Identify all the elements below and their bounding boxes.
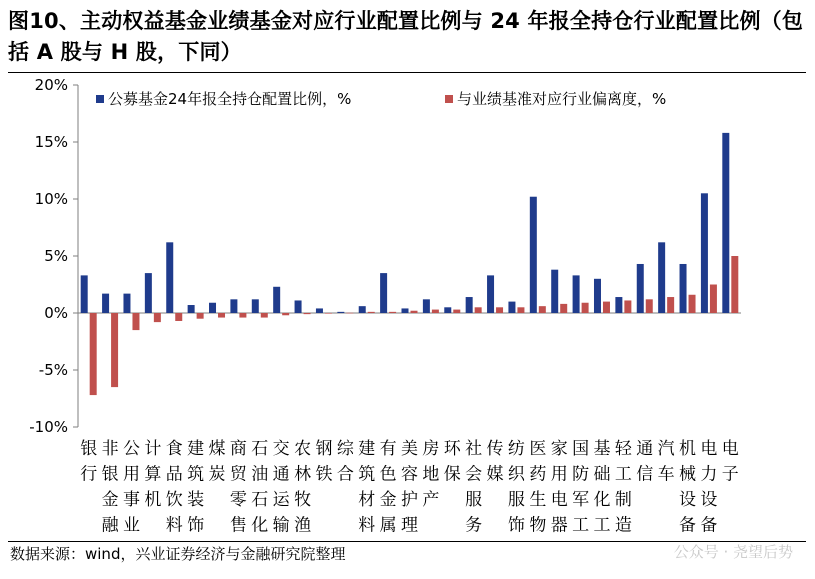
category-label-char: 品	[165, 464, 183, 485]
category-label-char: 电	[721, 439, 739, 459]
category-label-char: 银	[80, 439, 98, 459]
category-label-char: 零	[229, 490, 247, 510]
category-label-char: 非	[101, 439, 119, 459]
bar-allocation	[402, 308, 409, 313]
category-label-char: 农	[294, 439, 312, 459]
bar-deviation	[175, 313, 182, 321]
category-label-char: 公	[122, 439, 140, 459]
category-label-char: 药	[529, 464, 547, 485]
bar-deviation	[389, 312, 396, 313]
category-label-char: 油	[251, 464, 269, 485]
bar-allocation	[166, 242, 173, 313]
bar-deviation	[239, 313, 246, 318]
category-label-char: 综	[336, 439, 354, 459]
category-label-char: 力	[700, 464, 718, 485]
category-label-char: 运	[272, 490, 290, 510]
category-label-char: 理	[401, 515, 418, 536]
category-label-char: 用	[122, 464, 140, 485]
category-label-char: 铁	[315, 464, 333, 485]
bar-allocation	[530, 197, 537, 313]
y-tick-label: 5%	[44, 247, 68, 265]
bar-allocation	[273, 287, 280, 313]
category-label-char: 食	[165, 439, 183, 459]
bar-deviation	[496, 307, 503, 313]
bar-deviation	[218, 313, 225, 318]
category-label-char: 设	[700, 490, 718, 510]
bar-allocation	[637, 264, 644, 313]
category-label-char: 械	[679, 464, 697, 485]
bar-deviation	[667, 297, 674, 313]
bar-allocation	[444, 307, 451, 313]
category-label-char: 护	[401, 490, 418, 510]
y-tick-label: 10%	[34, 190, 68, 208]
legend-marker-allocation	[96, 95, 104, 103]
legend-marker-deviation	[445, 95, 453, 103]
category-label-char: 保	[443, 464, 461, 485]
category-label-char: 售	[229, 515, 247, 536]
bar-deviation	[475, 307, 482, 313]
category-label-char: 石	[251, 439, 269, 459]
bar-allocation	[316, 308, 323, 313]
bar-allocation	[573, 275, 580, 313]
bar-deviation	[411, 311, 418, 313]
category-label-char: 装	[187, 490, 205, 510]
category-label-char: 化	[593, 490, 611, 510]
category-label-char: 色	[379, 464, 397, 485]
bar-deviation	[261, 313, 268, 318]
category-label-char: 建	[358, 439, 376, 459]
category-label-char: 商	[229, 439, 247, 459]
category-label-char: 金	[101, 490, 119, 510]
category-label-char: 料	[165, 515, 183, 536]
bar-allocation	[594, 279, 601, 313]
category-label-char: 设	[679, 490, 697, 510]
category-label-char: 饰	[507, 515, 525, 536]
category-label-char: 传	[486, 439, 504, 459]
category-label-char: 务	[465, 515, 483, 536]
category-label-char: 煤	[208, 439, 226, 459]
category-label-char: 车	[657, 464, 675, 485]
category-label-char: 化	[251, 515, 269, 536]
bar-deviation	[539, 306, 546, 313]
y-tick-label: -5%	[38, 361, 68, 379]
bar-deviation	[582, 303, 589, 313]
category-label-char: 医	[529, 439, 547, 459]
category-label-char: 业	[122, 515, 140, 536]
category-label-char: 建	[187, 439, 205, 459]
category-label-char: 社	[465, 439, 483, 459]
bar-allocation	[487, 275, 494, 313]
category-label-char: 银	[101, 464, 119, 485]
bar-deviation	[624, 300, 631, 313]
bar-allocation	[295, 300, 302, 313]
category-label-char: 生	[529, 490, 547, 510]
category-label-char: 房	[422, 439, 440, 459]
bar-allocation	[102, 294, 109, 313]
category-label-char: 器	[550, 515, 568, 536]
category-label-char: 有	[379, 439, 397, 459]
bar-deviation	[90, 313, 97, 395]
bar-deviation	[325, 313, 332, 314]
category-label-char: 子	[721, 464, 739, 485]
category-label-char: 牧	[294, 490, 312, 510]
category-label-char: 工	[593, 515, 611, 536]
chart-title: 图10、主动权益基金业绩基金对应行业配置比例与 24 年报全持仓行业配置比例（包括 A 股与 H 股，下同）	[8, 9, 804, 64]
category-label-char: 用	[550, 464, 568, 485]
category-label-char: 材	[358, 490, 376, 510]
bar-allocation	[722, 133, 729, 313]
category-label-char: 产	[422, 490, 440, 510]
category-label-char: 信	[636, 464, 654, 485]
watermark: 公众号 · 尧望后势	[673, 543, 793, 561]
bar-allocation	[359, 306, 366, 313]
bar-allocation	[466, 297, 473, 313]
category-label-char: 础	[593, 464, 611, 485]
bar-deviation	[432, 310, 439, 313]
category-label-char: 算	[144, 464, 162, 485]
category-label-char: 林	[294, 464, 312, 485]
legend-label-deviation: 与业绩基准对应行业偏离度，%	[457, 90, 667, 108]
category-label-char: 属	[379, 515, 397, 536]
category-label-char: 防	[572, 464, 590, 485]
category-label-char: 容	[401, 464, 418, 485]
category-label-char: 金	[379, 490, 397, 510]
bar-allocation	[81, 275, 88, 313]
bar-deviation	[603, 302, 610, 313]
category-label-char: 融	[101, 515, 119, 536]
category-label-char: 制	[614, 490, 632, 510]
bar-deviation	[346, 313, 353, 314]
category-label-char: 美	[401, 439, 418, 459]
category-label-char: 备	[700, 515, 718, 536]
category-label-char: 输	[272, 515, 290, 536]
category-label-char: 工	[572, 515, 590, 536]
category-label-char: 筑	[358, 464, 376, 485]
category-label-char: 会	[465, 464, 483, 485]
bar-deviation	[646, 299, 653, 313]
bar-deviation	[453, 310, 460, 313]
category-label-char: 电	[700, 439, 718, 459]
y-tick-label: -10%	[29, 418, 68, 436]
category-label-char: 机	[679, 439, 697, 459]
bar-allocation	[188, 305, 195, 313]
bar-allocation	[423, 299, 430, 313]
y-tick-label: 0%	[44, 304, 68, 322]
category-label-char: 渔	[294, 515, 312, 536]
bar-allocation	[615, 297, 622, 313]
category-label-char: 备	[679, 515, 697, 536]
category-label-char: 石	[251, 490, 269, 510]
bar-deviation	[304, 313, 311, 314]
category-label-char: 贸	[229, 464, 247, 485]
category-label-char: 电	[550, 490, 568, 510]
category-label-char: 造	[614, 515, 632, 536]
category-label-char: 物	[529, 515, 547, 536]
category-label-char: 基	[593, 439, 611, 459]
bar-allocation	[701, 193, 708, 313]
legend-label-allocation: 公募基金24年报全持仓配置比例，%	[108, 90, 352, 108]
y-tick-label: 15%	[34, 133, 68, 151]
bar-allocation	[145, 273, 152, 313]
bar-deviation	[731, 256, 738, 313]
bar-allocation	[658, 242, 665, 313]
category-label-char: 地	[422, 464, 440, 485]
category-label-char: 汽	[657, 439, 675, 459]
bar-allocation	[230, 299, 237, 313]
bar-deviation	[710, 285, 717, 314]
category-label-char: 行	[80, 464, 98, 485]
bar-allocation	[209, 303, 216, 313]
category-label-char: 织	[507, 464, 525, 485]
bar-allocation	[551, 270, 558, 313]
bar-deviation	[111, 313, 118, 387]
category-label-char: 炭	[208, 464, 226, 485]
bar-deviation	[282, 313, 289, 315]
category-label-char: 环	[443, 439, 461, 459]
category-label-char: 事	[122, 490, 140, 510]
bar-deviation	[517, 307, 524, 313]
category-label-char: 料	[358, 515, 376, 536]
category-label-char: 合	[336, 464, 354, 485]
y-tick-label: 20%	[34, 76, 68, 94]
bar-allocation	[252, 299, 259, 313]
bar-deviation	[154, 313, 161, 322]
category-label-char: 通	[272, 464, 290, 485]
category-label-char: 工	[614, 464, 632, 485]
category-label-char: 纺	[507, 439, 525, 459]
bar-deviation	[368, 312, 375, 313]
bar-allocation	[337, 312, 344, 313]
category-label-char: 通	[636, 439, 654, 459]
category-label-char: 计	[144, 439, 162, 459]
category-label-char: 饮	[165, 490, 183, 510]
category-label-char: 机	[144, 490, 162, 510]
bar-allocation	[380, 273, 387, 313]
category-label-char: 国	[572, 439, 590, 459]
source-note: 数据来源：wind，兴业证券经济与金融研究院整理	[10, 545, 346, 563]
bar-allocation	[680, 264, 687, 313]
category-label-char: 轻	[614, 439, 632, 459]
category-label-char: 交	[272, 439, 290, 459]
category-label-char: 钢	[315, 439, 333, 459]
category-label-char: 饰	[187, 515, 205, 536]
category-label-char: 军	[572, 490, 590, 510]
category-label-char: 家	[550, 439, 568, 459]
bar-deviation	[689, 295, 696, 313]
bar-deviation	[560, 304, 567, 313]
bar-allocation	[508, 302, 515, 313]
category-label-char: 筑	[187, 464, 205, 485]
category-label-char: 服	[465, 490, 483, 510]
category-label-char: 服	[507, 490, 525, 510]
bar-deviation	[197, 313, 204, 319]
bar-deviation	[132, 313, 139, 330]
bar-allocation	[123, 294, 130, 313]
category-label-char: 媒	[486, 464, 504, 485]
